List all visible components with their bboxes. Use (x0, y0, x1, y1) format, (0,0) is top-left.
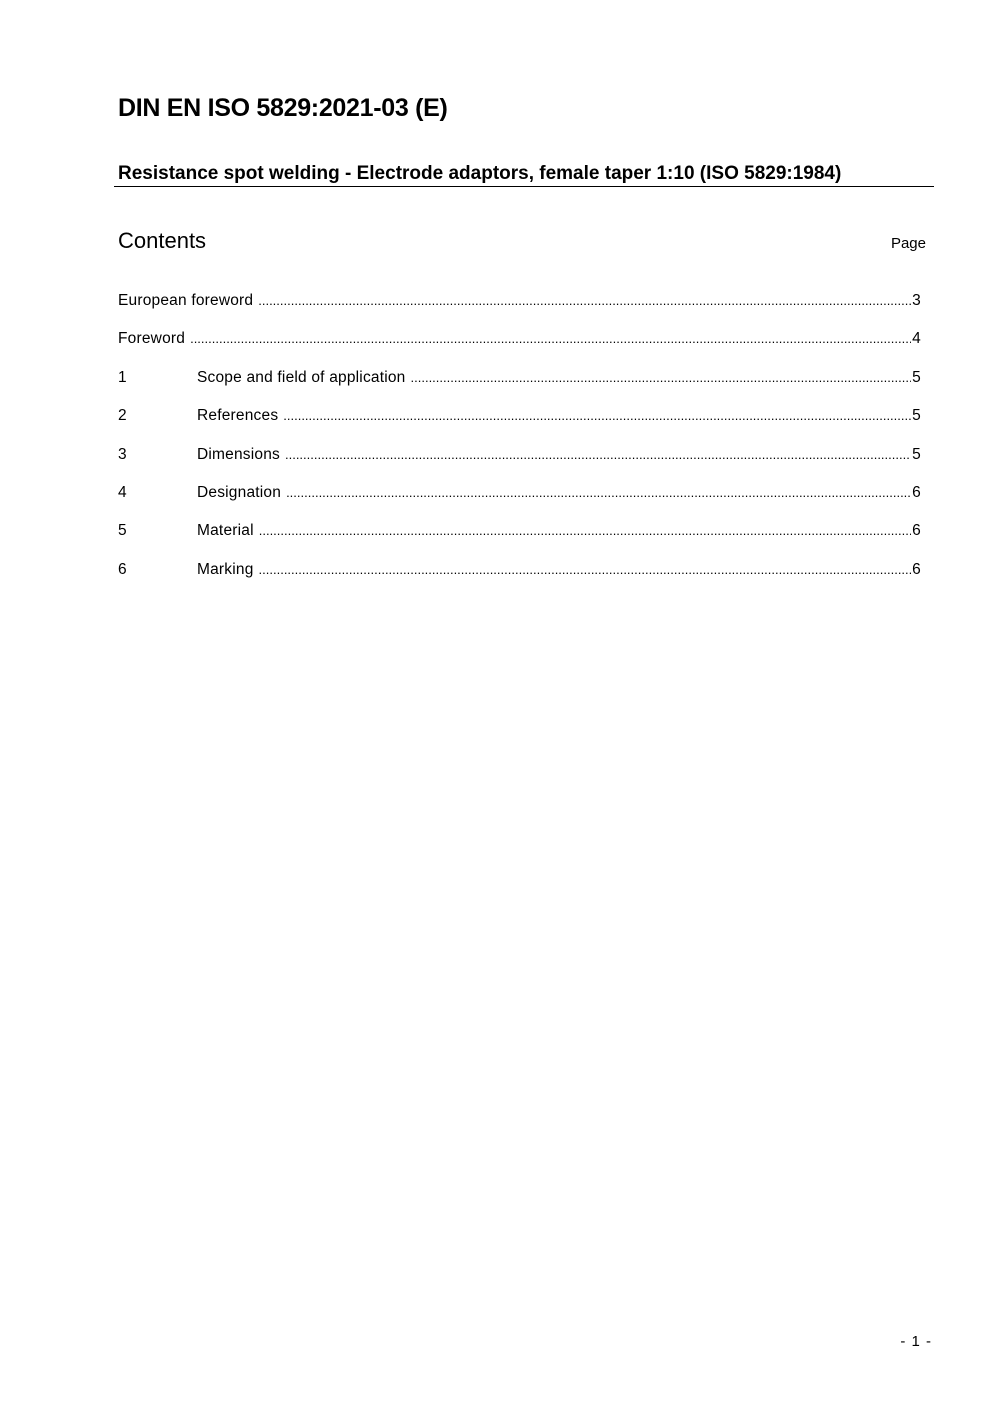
toc-dot-leader (411, 370, 912, 385)
page-column-label: Page (890, 235, 926, 252)
document-subtitle: Resistance spot welding - Electrode adaptors, female taper 1:10 (ISO 5829:1984) (118, 163, 842, 184)
toc-entry-number: 5 (118, 522, 127, 540)
toc-entry-title: Designation (197, 483, 282, 501)
page-number: - 1 - (900, 1333, 932, 1350)
toc-entry-number: 6 (118, 560, 127, 578)
toc-entry-number: 4 (118, 483, 127, 501)
toc-entry-number: 1 (118, 368, 127, 386)
toc-entry-material[interactable] (118, 522, 921, 560)
toc-dot-leader (285, 447, 911, 462)
toc-entry-title: European foreword (118, 292, 254, 309)
toc-entry-european-foreword[interactable] (118, 292, 921, 330)
toc-dot-leader (283, 408, 911, 423)
subtitle-divider (114, 186, 934, 187)
toc-entry-number: 2 (118, 407, 127, 425)
toc-entry-foreword[interactable] (118, 330, 921, 368)
contents-heading: Contents (118, 228, 207, 253)
toc-entry-number: 3 (118, 445, 127, 463)
toc-dot-leader (259, 562, 912, 577)
toc-dot-leader (286, 485, 911, 500)
document-title: DIN EN ISO 5829:2021-03 (E) (118, 94, 448, 122)
toc-entry-title: Dimensions (197, 445, 280, 463)
toc-entry-designation[interactable] (118, 484, 921, 522)
toc-entry-page: 4 (912, 330, 921, 348)
toc-entry-page: 5 (912, 445, 921, 463)
toc-entry-page: 6 (912, 483, 921, 501)
toc-entry-title: Marking (197, 560, 254, 578)
toc-entry-page: 3 (912, 292, 921, 309)
toc-dot-leader (190, 331, 911, 346)
toc-entry-page: 5 (912, 407, 921, 425)
toc-entry-title: Scope and field of application (197, 368, 406, 386)
toc-entry-title: Material (197, 522, 254, 540)
toc-entry-page: 6 (912, 560, 921, 578)
toc-entry-marking[interactable] (118, 561, 921, 599)
toc-entry-dimensions[interactable] (118, 446, 921, 484)
toc-entry-page: 5 (912, 368, 921, 386)
toc-entry-title: References (197, 407, 279, 425)
toc-entry-scope[interactable] (118, 369, 921, 407)
toc-entry-title: Foreword (118, 330, 186, 348)
toc-dot-leader (259, 523, 911, 538)
toc-entry-page: 6 (912, 522, 921, 540)
toc-dot-leader (258, 293, 911, 308)
table-of-contents (118, 292, 921, 599)
toc-entry-references[interactable] (118, 407, 921, 445)
